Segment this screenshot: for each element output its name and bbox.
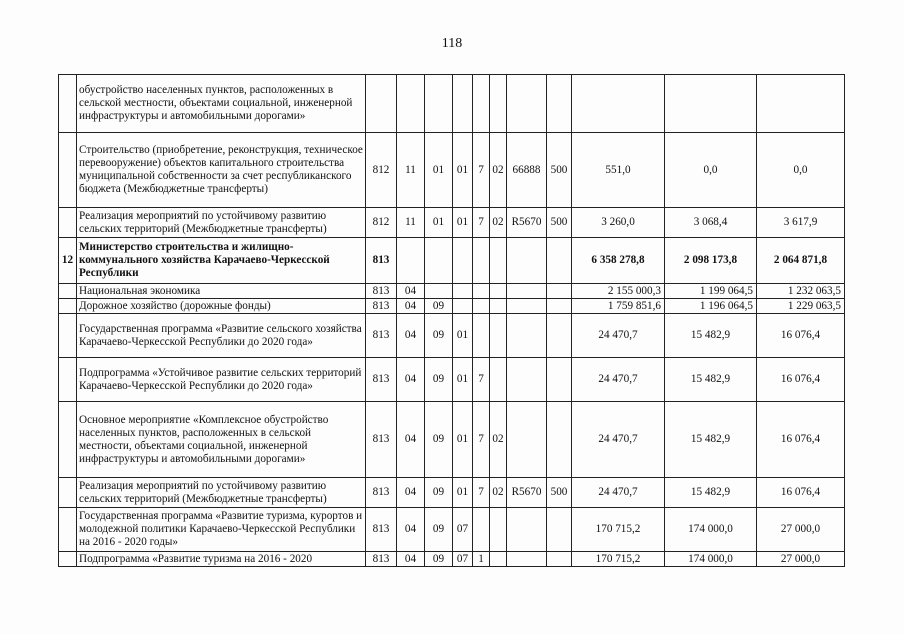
- row-number-cell: 12: [59, 238, 77, 284]
- item-name-cell: Реализация мероприятий по устойчивому развитию сельских территорий (Межбюджетные трансферты): [77, 208, 366, 238]
- table-row: [59, 133, 845, 208]
- amount-year2-cell: 15 482,9: [665, 358, 757, 402]
- subsection-code-cell: [425, 284, 453, 299]
- subsection-code-cell: [425, 238, 453, 284]
- item-name-cell: Дорожное хозяйство (дорожные фонды): [77, 299, 366, 314]
- event-code-cell: 02: [490, 478, 507, 508]
- expense-type-cell: [547, 508, 572, 552]
- subprogram-code-cell: 7: [473, 358, 490, 402]
- amount-year1-cell: 24 470,7: [572, 314, 665, 358]
- section-code-cell: 04: [397, 478, 425, 508]
- row-number-cell: [59, 299, 77, 314]
- amount-year2-cell: 1 199 064,5: [665, 284, 757, 299]
- amount-year3-cell: 27 000,0: [757, 552, 845, 567]
- program-code-cell: 07: [453, 508, 473, 552]
- amount-year3-cell: 16 076,4: [757, 402, 845, 478]
- table-row: [59, 478, 845, 508]
- ministry-code-cell: 813: [366, 299, 397, 314]
- row-number-cell: [59, 552, 77, 567]
- amount-year2-cell: 15 482,9: [665, 478, 757, 508]
- amount-year1-cell: 3 260,0: [572, 208, 665, 238]
- expense-type-cell: [547, 314, 572, 358]
- direction-code-cell: [507, 284, 547, 299]
- row-number-cell: [59, 284, 77, 299]
- subsection-code-cell: 09: [425, 402, 453, 478]
- section-code-cell: 04: [397, 552, 425, 567]
- section-code-cell: 04: [397, 358, 425, 402]
- table-row: [59, 75, 845, 133]
- program-code-cell: [453, 238, 473, 284]
- amount-year3-cell: 1 232 063,5: [757, 284, 845, 299]
- subprogram-code-cell: [473, 299, 490, 314]
- program-code-cell: [453, 284, 473, 299]
- ministry-code-cell: 813: [366, 508, 397, 552]
- expense-type-cell: [547, 238, 572, 284]
- page-number: 118: [441, 36, 463, 51]
- direction-code-cell: [507, 75, 547, 133]
- program-code-cell: 01: [453, 314, 473, 358]
- subsection-code-cell: 09: [425, 508, 453, 552]
- program-code-cell: [453, 299, 473, 314]
- item-name-cell: Реализация мероприятий по устойчивому развитию сельских территорий (Межбюджетные трансферты): [77, 478, 366, 508]
- amount-year3-cell: 0,0: [757, 133, 845, 208]
- amount-year3-cell: 16 076,4: [757, 478, 845, 508]
- item-name-cell: Национальная экономика: [77, 284, 366, 299]
- direction-code-cell: [507, 238, 547, 284]
- amount-year2-cell: 15 482,9: [665, 314, 757, 358]
- subprogram-code-cell: [473, 75, 490, 133]
- row-number-cell: [59, 208, 77, 238]
- amount-year1-cell: 551,0: [572, 133, 665, 208]
- amount-year1-cell: 2 155 000,3: [572, 284, 665, 299]
- table-row: [59, 508, 845, 552]
- table-row: [59, 299, 845, 314]
- amount-year2-cell: 1 196 064,5: [665, 299, 757, 314]
- section-code-cell: [397, 75, 425, 133]
- program-code-cell: 01: [453, 402, 473, 478]
- table-row: [59, 552, 845, 567]
- amount-year2-cell: 3 068,4: [665, 208, 757, 238]
- direction-code-cell: [507, 552, 547, 567]
- event-code-cell: [490, 358, 507, 402]
- item-name-cell: Государственная программа «Развитие сельского хозяйства Карачаево-Черкесской Республики до 2020 года»: [77, 314, 366, 358]
- row-number-cell: [59, 508, 77, 552]
- direction-code-cell: [507, 314, 547, 358]
- section-code-cell: 11: [397, 133, 425, 208]
- item-name-cell: Строительство (приобретение, реконструкция, техническое перевооружение) объектов капитального строительства муниципальной собственности за счет республиканского бюджета (Межбюджетные трансферты): [77, 133, 366, 208]
- item-name-cell: Основное мероприятие «Комплексное обустройство населенных пунктов, расположенных в сельской местности, объектами социальной, инженерной инфраструктуры и автомобильными дорогами»: [77, 402, 366, 478]
- amount-year3-cell: 16 076,4: [757, 358, 845, 402]
- table-row: [59, 238, 845, 284]
- table-row: [59, 358, 845, 402]
- amount-year2-cell: 0,0: [665, 133, 757, 208]
- amount-year1-cell: 170 715,2: [572, 508, 665, 552]
- amount-year3-cell: 3 617,9: [757, 208, 845, 238]
- expense-type-cell: 500: [547, 478, 572, 508]
- ministry-code-cell: 812: [366, 133, 397, 208]
- section-code-cell: 04: [397, 402, 425, 478]
- amount-year3-cell: 2 064 871,8: [757, 238, 845, 284]
- amount-year3-cell: 27 000,0: [757, 508, 845, 552]
- subprogram-code-cell: [473, 238, 490, 284]
- amount-year1-cell: [572, 75, 665, 133]
- amount-year2-cell: 15 482,9: [665, 402, 757, 478]
- item-name-cell: Министерство строительства и жилищно-коммунального хозяйства Карачаево-Черкесской Республики: [77, 238, 366, 284]
- expense-type-cell: [547, 299, 572, 314]
- subsection-code-cell: 01: [425, 133, 453, 208]
- event-code-cell: [490, 508, 507, 552]
- row-number-cell: [59, 314, 77, 358]
- subsection-code-cell: 01: [425, 208, 453, 238]
- amount-year2-cell: [665, 75, 757, 133]
- ministry-code-cell: 813: [366, 314, 397, 358]
- direction-code-cell: R5670: [507, 208, 547, 238]
- expense-type-cell: [547, 284, 572, 299]
- item-name-cell: обустройство населенных пунктов, расположенных в сельской местности, объектами социальной, инженерной инфраструктуры и автомобильными дорогами»: [77, 75, 366, 133]
- subprogram-code-cell: 1: [473, 552, 490, 567]
- program-code-cell: [453, 75, 473, 133]
- section-code-cell: 04: [397, 314, 425, 358]
- row-number-cell: [59, 358, 77, 402]
- event-code-cell: 02: [490, 133, 507, 208]
- subprogram-code-cell: 7: [473, 133, 490, 208]
- subprogram-code-cell: 7: [473, 402, 490, 478]
- subprogram-code-cell: 7: [473, 478, 490, 508]
- subsection-code-cell: 09: [425, 314, 453, 358]
- item-name-cell: Подпрограмма «Развитие туризма на 2016 - 2020: [77, 552, 366, 567]
- event-code-cell: [490, 314, 507, 358]
- amount-year1-cell: 24 470,7: [572, 358, 665, 402]
- amount-year2-cell: 174 000,0: [665, 552, 757, 567]
- ministry-code-cell: 813: [366, 358, 397, 402]
- section-code-cell: [397, 238, 425, 284]
- subsection-code-cell: 09: [425, 358, 453, 402]
- expense-type-cell: 500: [547, 133, 572, 208]
- event-code-cell: [490, 299, 507, 314]
- amount-year1-cell: 24 470,7: [572, 478, 665, 508]
- amount-year1-cell: 170 715,2: [572, 552, 665, 567]
- subsection-code-cell: 09: [425, 552, 453, 567]
- amount-year2-cell: 2 098 173,8: [665, 238, 757, 284]
- amount-year3-cell: 1 229 063,5: [757, 299, 845, 314]
- amount-year1-cell: 24 470,7: [572, 402, 665, 478]
- event-code-cell: 02: [490, 208, 507, 238]
- amount-year1-cell: 1 759 851,6: [572, 299, 665, 314]
- subprogram-code-cell: [473, 508, 490, 552]
- ministry-code-cell: 813: [366, 284, 397, 299]
- program-code-cell: 01: [453, 478, 473, 508]
- item-name-cell: Подпрограмма «Устойчивое развитие сельских территорий Карачаево-Черкесской Республики до 2020 года»: [77, 358, 366, 402]
- ministry-code-cell: [366, 75, 397, 133]
- amount-year2-cell: 174 000,0: [665, 508, 757, 552]
- direction-code-cell: [507, 402, 547, 478]
- direction-code-cell: [507, 508, 547, 552]
- program-code-cell: 01: [453, 208, 473, 238]
- direction-code-cell: R5670: [507, 478, 547, 508]
- ministry-code-cell: 813: [366, 238, 397, 284]
- program-code-cell: 01: [453, 133, 473, 208]
- table-row: [59, 208, 845, 238]
- direction-code-cell: [507, 299, 547, 314]
- budget-table: [58, 74, 845, 567]
- expense-type-cell: [547, 402, 572, 478]
- event-code-cell: 02: [490, 402, 507, 478]
- direction-code-cell: 66888: [507, 133, 547, 208]
- expense-type-cell: [547, 358, 572, 402]
- subprogram-code-cell: 7: [473, 208, 490, 238]
- expense-type-cell: [547, 552, 572, 567]
- subprogram-code-cell: [473, 284, 490, 299]
- ministry-code-cell: 813: [366, 478, 397, 508]
- row-number-cell: [59, 402, 77, 478]
- event-code-cell: [490, 238, 507, 284]
- event-code-cell: [490, 75, 507, 133]
- ministry-code-cell: 812: [366, 208, 397, 238]
- expense-type-cell: [547, 75, 572, 133]
- program-code-cell: 07: [453, 552, 473, 567]
- row-number-cell: [59, 133, 77, 208]
- subsection-code-cell: 09: [425, 299, 453, 314]
- event-code-cell: [490, 552, 507, 567]
- event-code-cell: [490, 284, 507, 299]
- table-row: [59, 314, 845, 358]
- amount-year3-cell: [757, 75, 845, 133]
- program-code-cell: 01: [453, 358, 473, 402]
- table-row: [59, 402, 845, 478]
- ministry-code-cell: 813: [366, 552, 397, 567]
- section-code-cell: 11: [397, 208, 425, 238]
- table-row: [59, 284, 845, 299]
- amount-year3-cell: 16 076,4: [757, 314, 845, 358]
- row-number-cell: [59, 75, 77, 133]
- amount-year1-cell: 6 358 278,8: [572, 238, 665, 284]
- ministry-code-cell: 813: [366, 402, 397, 478]
- item-name-cell: Государственная программа «Развитие туризма, курортов и молодежной политики Карачаево-Черкесской Республики на 2016 - 2020 годы»: [77, 508, 366, 552]
- section-code-cell: 04: [397, 299, 425, 314]
- section-code-cell: 04: [397, 508, 425, 552]
- section-code-cell: 04: [397, 284, 425, 299]
- direction-code-cell: [507, 358, 547, 402]
- expense-type-cell: 500: [547, 208, 572, 238]
- subsection-code-cell: [425, 75, 453, 133]
- row-number-cell: [59, 478, 77, 508]
- subprogram-code-cell: [473, 314, 490, 358]
- subsection-code-cell: 09: [425, 478, 453, 508]
